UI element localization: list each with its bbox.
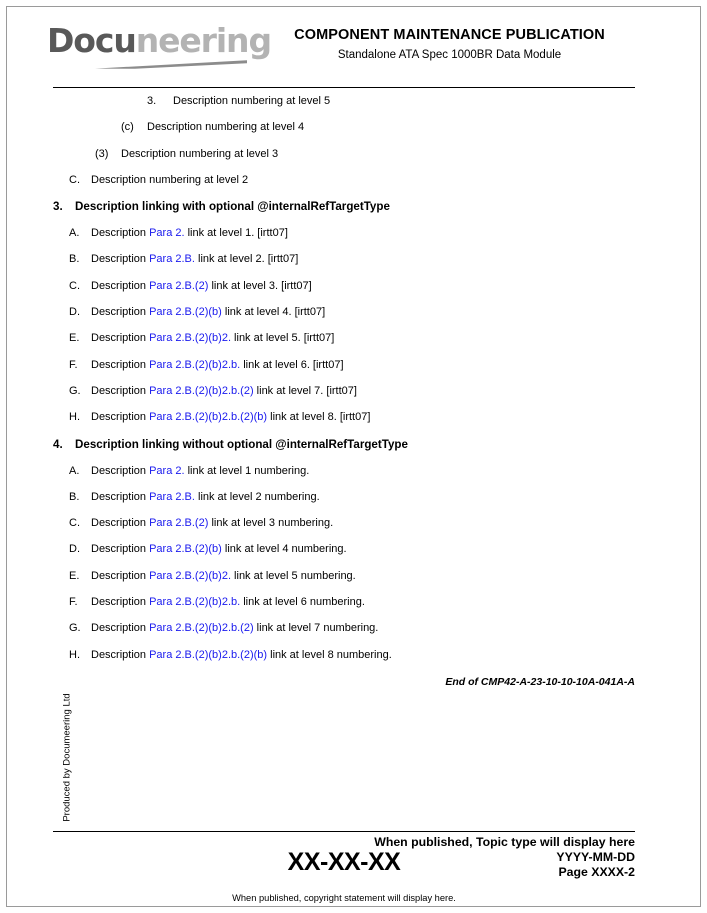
numbered-paragraph-level-2: [53, 174, 635, 187]
footer-divider: [53, 831, 635, 832]
list-item-marker: E.: [69, 569, 80, 582]
list-item-marker: G.: [69, 384, 81, 397]
paragraph-text: Description numbering at level 2: [91, 173, 249, 186]
list-item: [53, 385, 635, 398]
page-header: [47, 21, 637, 81]
internal-reference-link[interactable]: Para 2.B.(2): [149, 517, 209, 530]
list-item-marker: F.: [69, 358, 78, 371]
list-item-marker: D.: [69, 306, 80, 319]
list-item: [53, 543, 635, 556]
numbered-paragraph-level-4: [53, 121, 635, 134]
list-item-text-prefix: Description: [91, 358, 150, 371]
list-item-text-suffix: link at level 5. [irtt07]: [231, 332, 335, 345]
list-item-text-prefix: Description: [91, 490, 150, 503]
list-item-text-suffix: link at level 8 numbering.: [267, 648, 392, 661]
list-item-text-suffix: link at level 3. [irtt07]: [208, 279, 312, 292]
list-item-text-prefix: Description: [91, 569, 150, 582]
list-item-text: [91, 465, 309, 478]
list-item-marker: E.: [69, 332, 80, 345]
header-divider: [53, 87, 635, 88]
list-item: [53, 411, 635, 424]
footer-date: YYYY-MM-DD: [556, 850, 635, 864]
logo-wordmark: [47, 21, 271, 60]
list-item: [53, 596, 635, 609]
list-item-text: [91, 649, 392, 662]
paragraph-marker: (c): [121, 121, 134, 134]
list-item-text: [91, 491, 320, 504]
internal-reference-link[interactable]: Para 2.: [149, 464, 185, 477]
list-item-text: [91, 306, 325, 319]
internal-reference-link[interactable]: Para 2.B.(2)(b)2.b.: [149, 358, 241, 371]
list-item-text-suffix: link at level 7 numbering.: [253, 622, 379, 635]
list-item-text-prefix: Description: [91, 253, 150, 266]
list-item-text-prefix: Description: [91, 596, 150, 609]
list-item-text-prefix: Description: [91, 648, 150, 661]
list-item-text-suffix: link at level 7. [irtt07]: [253, 384, 357, 397]
internal-reference-link[interactable]: Para 2.B.: [149, 253, 195, 266]
internal-reference-link[interactable]: Para 2.B.(2)(b)2.b.: [149, 596, 241, 609]
list-item-text-prefix: Description: [91, 411, 150, 424]
list-item: [53, 622, 635, 635]
list-item-marker: F.: [69, 596, 78, 609]
numbered-paragraph-level-5: [53, 95, 635, 108]
list-item-text-suffix: link at level 4 numbering.: [221, 543, 347, 556]
list-item-marker: C.: [69, 517, 80, 530]
list-item-marker: A.: [69, 464, 80, 477]
header-title-block: [262, 26, 637, 63]
internal-reference-link[interactable]: Para 2.B.(2)(b): [149, 543, 222, 556]
document-body: [53, 95, 635, 688]
page-footer: [53, 835, 635, 905]
section-heading-text: Description linking with optional @internalRefTargetType: [75, 200, 390, 214]
list-item-text-prefix: Description: [91, 227, 150, 240]
list-item-text-suffix: link at level 5 numbering.: [231, 569, 356, 582]
list-item-text-suffix: link at level 3 numbering.: [208, 517, 334, 530]
list-item-text-prefix: Description: [91, 332, 150, 345]
list-item-marker: H.: [69, 411, 80, 424]
page-title: COMPONENT MAINTENANCE PUBLICATION: [294, 27, 605, 43]
list-item: [53, 517, 635, 530]
list-item-text: [91, 332, 334, 345]
list-item-text-suffix: link at level 4. [irtt07]: [221, 306, 326, 319]
footer-page-number: Page XXXX-2: [558, 865, 635, 879]
list-item-text-prefix: Description: [91, 622, 150, 635]
end-of-data-module: End of CMP42-A-23-10-10-10A-041A-A: [445, 675, 635, 688]
section-heading-text: Description linking without optional @internalRefTargetType: [75, 437, 408, 451]
section-marker: 3.: [53, 200, 63, 214]
list-item-text: [91, 280, 312, 293]
list-item-text-prefix: Description: [91, 306, 150, 319]
numbered-paragraph-level-3: [53, 148, 635, 161]
list-item-text-suffix: link at level 6 numbering.: [240, 596, 365, 609]
list-item-text-suffix: link at level 1 numbering.: [184, 464, 310, 477]
paragraph-marker: C.: [69, 173, 80, 186]
list-item-marker: A.: [69, 227, 80, 240]
list-item-marker: B.: [69, 253, 80, 266]
paragraph-marker: 3.: [147, 95, 157, 107]
list-item-text: [91, 622, 378, 635]
list-item-text-prefix: Description: [91, 279, 150, 292]
paragraph-marker: (3): [95, 147, 109, 160]
page-frame: [6, 6, 701, 907]
list-item-text-prefix: Description: [91, 464, 150, 477]
list-item-marker: C.: [69, 279, 80, 292]
list-item-text-prefix: Description: [91, 517, 150, 530]
list-item-text: [91, 253, 298, 266]
list-item-text: [91, 596, 365, 609]
section-heading-3: [53, 200, 635, 213]
internal-reference-link[interactable]: Para 2.B.(2)(b)2.b.(2)(b): [149, 411, 268, 424]
list-item: [53, 280, 635, 293]
logo-text-docu: Docu: [47, 21, 136, 60]
list-item-text: [91, 570, 356, 583]
list-item-text-suffix: link at level 6. [irtt07]: [240, 358, 344, 371]
list-item-text-prefix: Description: [91, 384, 150, 397]
list-item-marker: B.: [69, 490, 80, 503]
footer-topic-type: When published, Topic type will display here: [374, 835, 635, 849]
footer-document-code: XX-XX-XX: [287, 848, 401, 876]
list-item-text: [91, 385, 357, 398]
list-item-text: [91, 359, 344, 372]
footer-copyright: When published, copyright statement will display here.: [232, 893, 456, 903]
internal-reference-link[interactable]: Para 2.B.(2)(b)2.: [149, 332, 231, 345]
list-item-marker: D.: [69, 543, 80, 556]
list-item: [53, 491, 635, 504]
list-item: [53, 227, 635, 240]
paragraph-text: Description numbering at level 4: [147, 121, 305, 134]
list-item: [53, 253, 635, 266]
list-item-text: [91, 227, 288, 240]
internal-reference-link[interactable]: Para 2.B.(2)(b): [149, 306, 222, 319]
documeering-logo: [47, 21, 271, 75]
page-subtitle: Standalone ATA Spec 1000BR Data Module: [337, 49, 562, 61]
internal-reference-link[interactable]: Para 2.B.(2): [149, 279, 209, 292]
list-item-text: [91, 543, 347, 556]
list-item-text-prefix: Description: [91, 543, 150, 556]
paragraph-text: Description numbering at level 5: [173, 95, 331, 107]
list-item-text: [91, 517, 333, 530]
list-item-text-suffix: link at level 1. [irtt07]: [184, 227, 288, 240]
producer-sidebar-text: Produced by Documeering Ltd: [61, 693, 73, 822]
internal-reference-link[interactable]: Para 2.B.: [149, 490, 195, 503]
list-item-text-suffix: link at level 2. [irtt07]: [194, 253, 299, 266]
list-item-text: [91, 411, 370, 424]
list-item: [53, 332, 635, 345]
internal-reference-link[interactable]: Para 2.B.(2)(b)2.: [149, 569, 231, 582]
list-item-text-suffix: link at level 2 numbering.: [194, 490, 320, 503]
list-item: [53, 306, 635, 319]
list-item: [53, 649, 635, 662]
logo-text-neering: neering: [135, 21, 271, 60]
list-item-marker: G.: [69, 622, 81, 635]
section-heading-4: [53, 438, 635, 451]
list-item-text-suffix: link at level 8. [irtt07]: [267, 411, 371, 424]
list-item: [53, 570, 635, 583]
internal-reference-link[interactable]: Para 2.B.(2)(b)2.b.(2)(b): [149, 648, 268, 661]
list-item-marker: H.: [69, 648, 80, 661]
list-item: [53, 465, 635, 478]
internal-reference-link[interactable]: Para 2.B.(2)(b)2.b.(2): [149, 384, 254, 397]
section-marker: 4.: [53, 437, 63, 451]
paragraph-text: Description numbering at level 3: [121, 147, 279, 160]
logo-swoosh-icon: [95, 60, 247, 69]
list-item: [53, 359, 635, 372]
internal-reference-link[interactable]: Para 2.: [149, 227, 185, 240]
internal-reference-link[interactable]: Para 2.B.(2)(b)2.b.(2): [149, 622, 254, 635]
